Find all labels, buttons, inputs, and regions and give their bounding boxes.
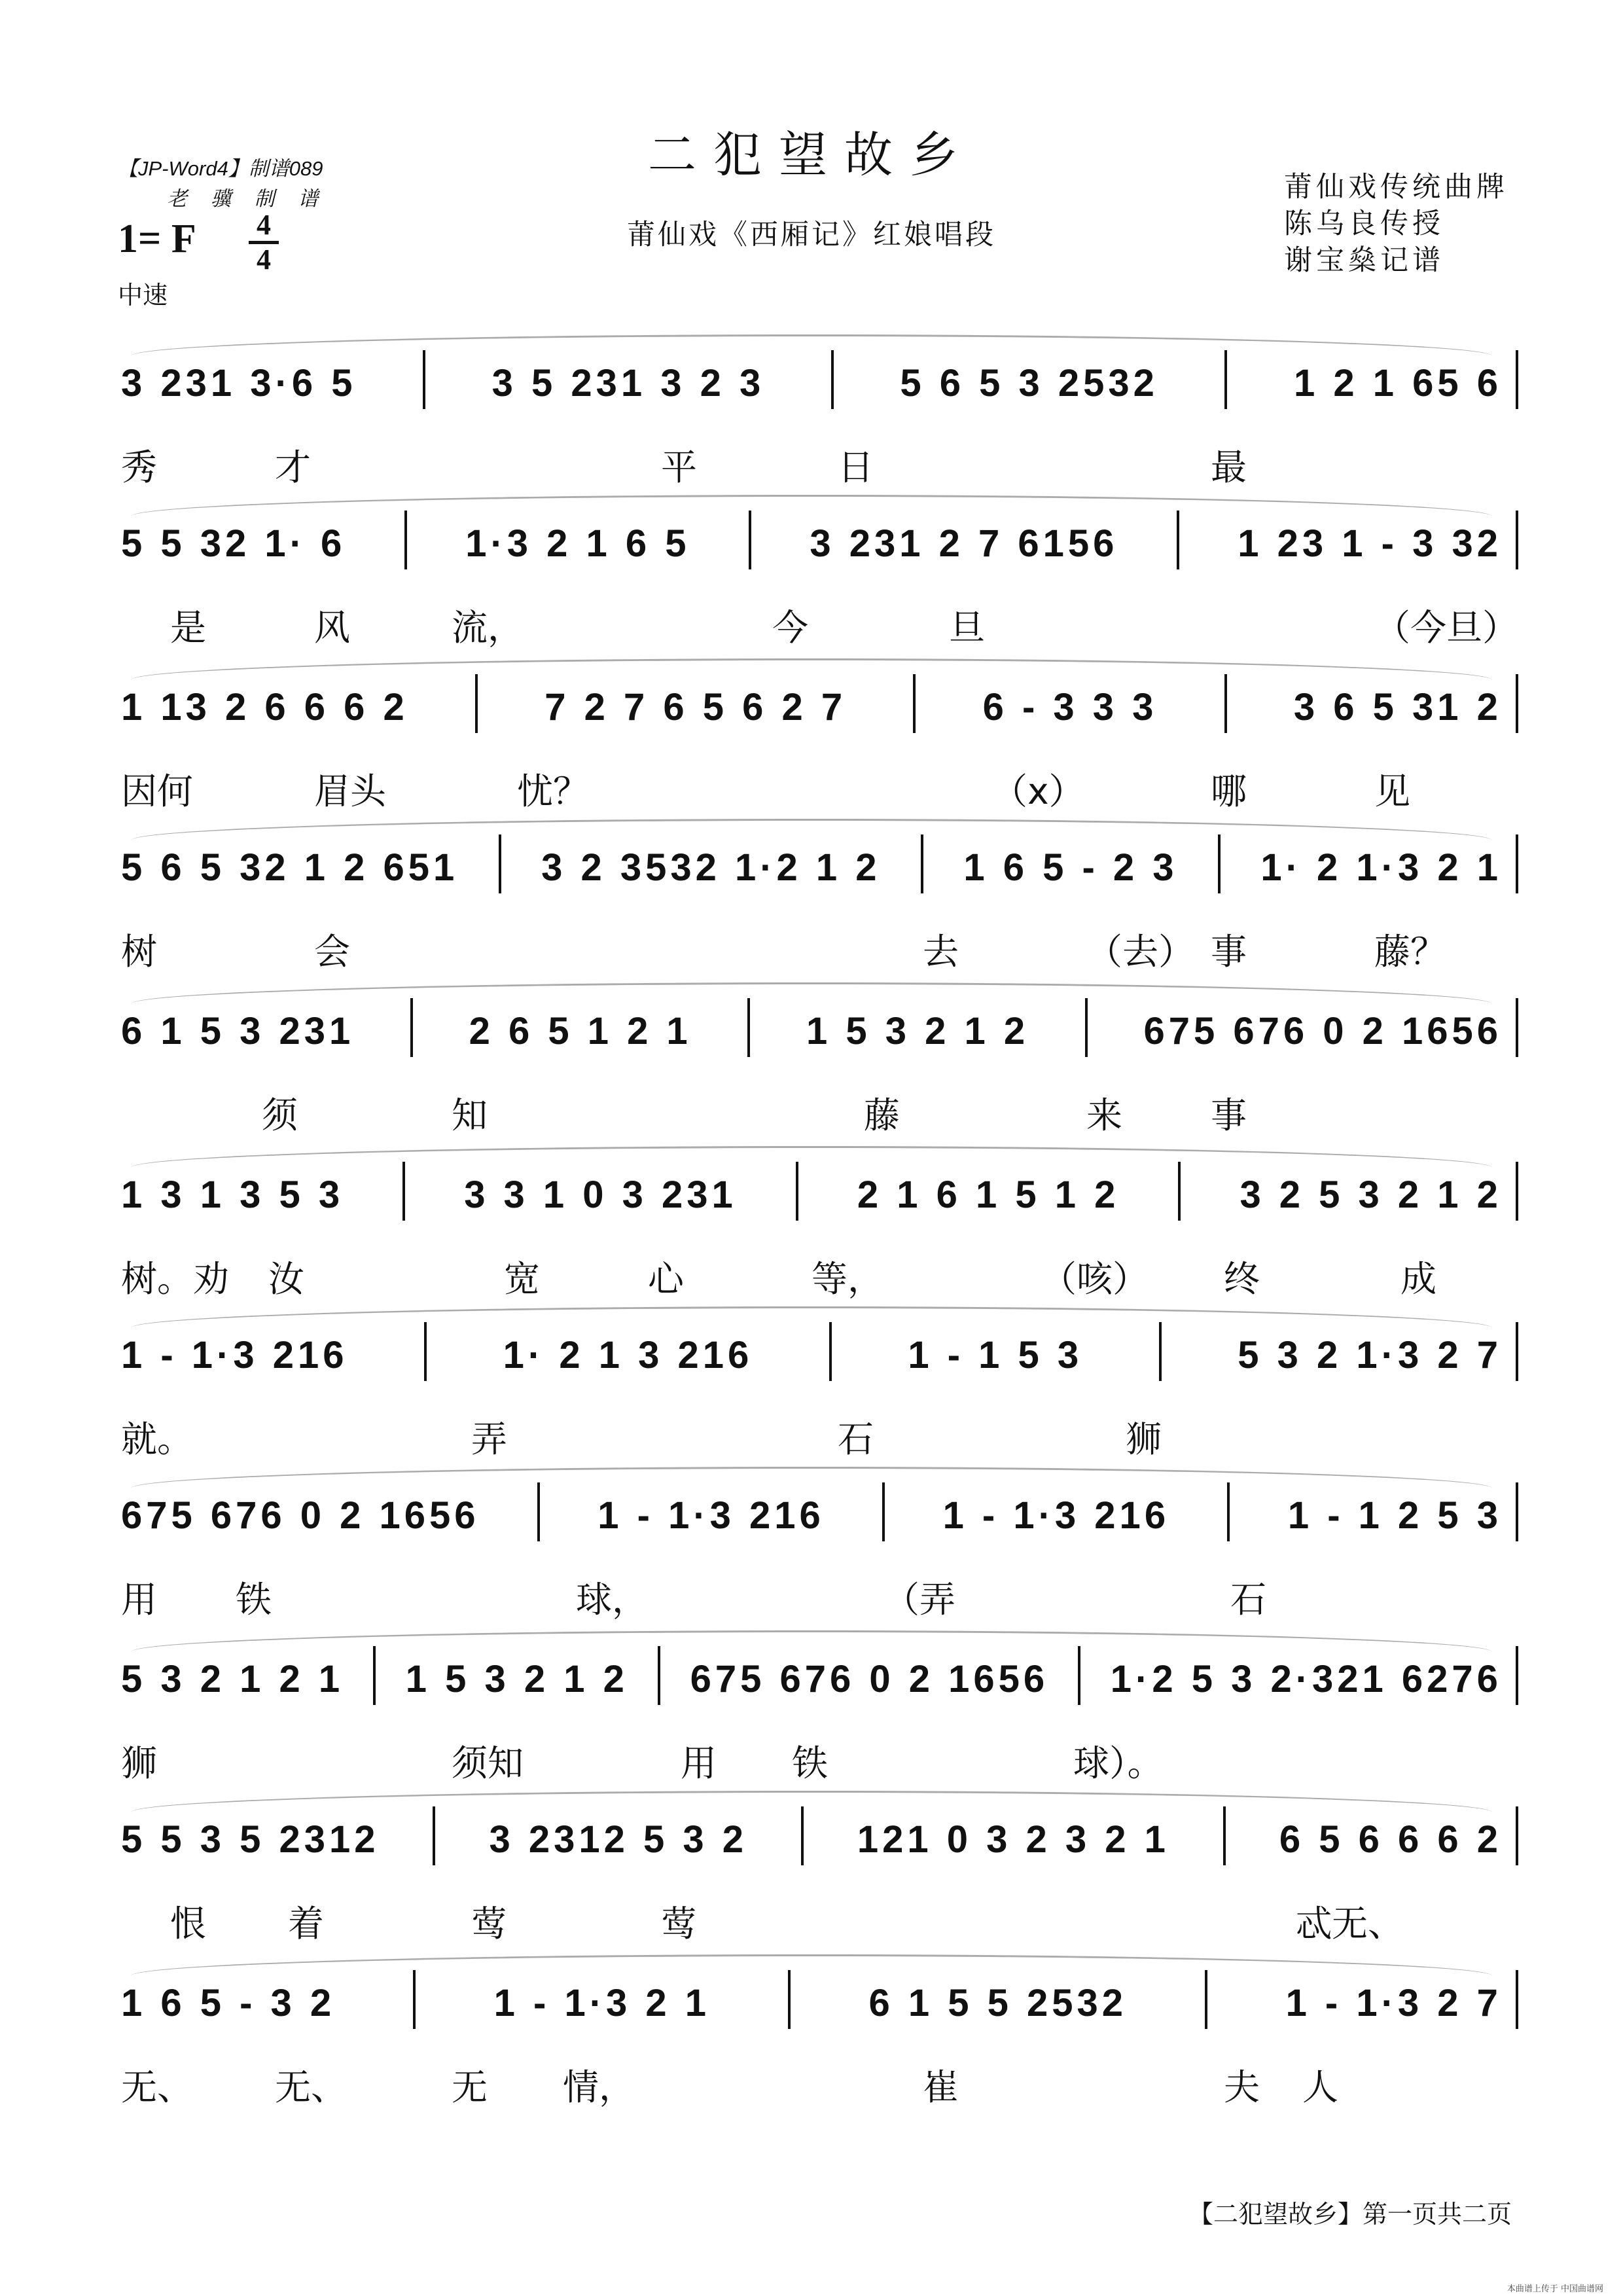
- lyric: 终: [1224, 1258, 1260, 1300]
- lyric: （弄: [883, 1579, 956, 1621]
- time-signature: [249, 211, 279, 274]
- notation-line: [121, 1005, 1502, 1057]
- lyric: 知: [452, 1094, 488, 1136]
- measure: 1 - 1·3 2 1: [493, 1981, 711, 2024]
- lyric: 才: [275, 446, 312, 488]
- barline: [1178, 1162, 1181, 1221]
- lyric: 球，: [576, 1579, 649, 1621]
- measure: 3 5 231 3 2 3: [491, 361, 765, 404]
- barline: [788, 1970, 791, 2029]
- lyric-line: [0, 923, 1623, 973]
- lyric: 恨: [170, 1903, 207, 1945]
- measure: 5 3 2 1·3 2 7: [1238, 1333, 1502, 1376]
- lyric: 藤？: [1374, 931, 1447, 973]
- lyric: 狮: [1126, 1418, 1162, 1460]
- end-barline: [1516, 350, 1518, 409]
- barline: [1224, 674, 1227, 733]
- page-title: 二犯望故乡: [648, 127, 975, 183]
- maker-name: 老 骥 制 谱: [167, 187, 328, 210]
- lyric-line: [0, 599, 1623, 649]
- lyric: 忒无、: [1296, 1903, 1404, 1945]
- barline: [537, 1482, 540, 1541]
- lyric: （咳）: [1041, 1258, 1149, 1300]
- barline: [747, 998, 750, 1057]
- measure: 1 - 1·3 216: [942, 1494, 1170, 1537]
- barline: [413, 1970, 416, 2029]
- lyric: 夫: [1224, 2066, 1260, 2108]
- lyric-line: [0, 1571, 1623, 1621]
- lyric: 须: [262, 1094, 298, 1136]
- measure: 5 6 5 32 1 2 651: [121, 846, 459, 889]
- lyric: 会: [314, 931, 351, 973]
- slur: [131, 334, 1492, 356]
- barline: [1218, 834, 1221, 893]
- lyric: 平: [661, 446, 698, 488]
- measure: 1 5 3 2 1 2: [806, 1009, 1029, 1052]
- lyric: 日: [838, 446, 874, 488]
- lyric: 因何: [121, 770, 194, 812]
- lyric: 来: [1086, 1094, 1123, 1136]
- lyric: 成: [1400, 1258, 1437, 1300]
- lyric-line: [0, 1895, 1623, 1945]
- lyric: 是: [170, 607, 207, 649]
- lyric: 用: [121, 1579, 158, 1621]
- lyric: 崔: [923, 2066, 959, 2108]
- measure: 1·2 5 3 2·321 6276: [1110, 1657, 1502, 1700]
- lyric: 流，: [452, 607, 524, 649]
- barline: [402, 1162, 405, 1221]
- notation-line: [121, 1977, 1502, 2029]
- end-barline: [1516, 834, 1518, 893]
- end-barline: [1516, 674, 1518, 733]
- lyric: 情，: [563, 2066, 635, 2108]
- key-signature: 1= F: [118, 217, 196, 261]
- lyric-line: [0, 1250, 1623, 1300]
- barline: [1227, 1482, 1230, 1541]
- measure: 6 1 5 5 2532: [868, 1981, 1128, 2024]
- measure: 675 676 0 2 1656: [121, 1494, 480, 1537]
- lyric: 去: [923, 931, 959, 973]
- measure: 675 676 0 2 1656: [1143, 1009, 1502, 1052]
- lyric: 铁: [792, 1742, 829, 1784]
- lyric: 球）。: [1073, 1742, 1164, 1784]
- measure: 1 13 2 6 6 6 2: [121, 685, 408, 728]
- lyric: 最: [1211, 446, 1247, 488]
- slur: [131, 1467, 1492, 1488]
- slur: [131, 1791, 1492, 1812]
- notation-line: [121, 517, 1502, 569]
- notation-line: [121, 1489, 1502, 1541]
- barline: [373, 1646, 376, 1705]
- measure: 1·3 2 1 6 5: [465, 522, 690, 565]
- notation-line: [121, 1329, 1502, 1381]
- lyric: 石: [1230, 1579, 1267, 1621]
- notation-line: [121, 357, 1502, 409]
- credits: [1284, 169, 1508, 279]
- barline: [796, 1162, 798, 1221]
- lyric: （去）: [1086, 931, 1195, 973]
- lyric-line: [0, 1410, 1623, 1460]
- measure: 3 6 5 31 2: [1293, 685, 1502, 728]
- barline: [475, 674, 478, 733]
- lyric: （今旦）: [1374, 607, 1519, 649]
- lyric: 无、: [275, 2066, 348, 2108]
- barline: [829, 1322, 832, 1381]
- measure: 1· 2 1 3 216: [503, 1333, 753, 1376]
- measure: 1 - 1·3 216: [597, 1494, 825, 1537]
- slur: [131, 1954, 1492, 1976]
- barline: [801, 1806, 804, 1865]
- end-barline: [1516, 1646, 1518, 1705]
- lyric: 狮: [121, 1742, 158, 1784]
- measure: 6 5 6 6 6 2: [1279, 1818, 1502, 1861]
- measure: 3 2312 5 3 2: [489, 1818, 747, 1861]
- lyric: 风: [314, 607, 351, 649]
- slur: [131, 982, 1492, 1004]
- barline: [424, 1322, 427, 1381]
- measure: 5 5 32 1· 6: [121, 522, 346, 565]
- barline: [921, 834, 923, 893]
- barline: [423, 350, 425, 409]
- barline: [658, 1646, 660, 1705]
- slur: [131, 495, 1492, 516]
- measure: 6 1 5 3 231: [121, 1009, 355, 1052]
- lyric: 着: [288, 1903, 325, 1945]
- lyric-line: [0, 1086, 1623, 1136]
- notation-line: [121, 1168, 1502, 1221]
- measure: 6 - 3 3 3: [982, 685, 1158, 728]
- end-barline: [1516, 1482, 1518, 1541]
- measure: 1 - 1 2 5 3: [1287, 1494, 1502, 1537]
- maker-note: 【JP-Word4】制谱089: [118, 157, 323, 180]
- lyric: 秀: [121, 446, 158, 488]
- measure: 121 0 3 2 3 2 1: [857, 1818, 1169, 1861]
- lyric: 心: [648, 1258, 685, 1300]
- lyric: 就。: [121, 1418, 194, 1460]
- lyric: 无、: [121, 2066, 194, 2108]
- measure: 2 6 5 1 2 1: [469, 1009, 692, 1052]
- lyric: 见: [1374, 770, 1411, 812]
- measure: 2 1 6 1 5 1 2: [857, 1173, 1120, 1216]
- slur: [131, 1146, 1492, 1168]
- slur: [131, 819, 1492, 840]
- barline: [1205, 1970, 1207, 2029]
- lyric: 树: [121, 931, 158, 973]
- lyric: 人: [1302, 2066, 1339, 2108]
- end-barline: [1516, 1806, 1518, 1865]
- end-barline: [1516, 1970, 1518, 2029]
- lyric: 哪: [1211, 770, 1247, 812]
- end-barline: [1516, 998, 1518, 1057]
- lyric: 树。劝: [121, 1258, 230, 1300]
- lyric-line: [0, 439, 1623, 488]
- notation-line: [121, 841, 1502, 893]
- barline: [749, 511, 751, 569]
- lyric-line: [0, 762, 1623, 812]
- measure: 5 3 2 1 2 1: [121, 1657, 344, 1700]
- measure: 675 676 0 2 1656: [690, 1657, 1049, 1700]
- lyric-line: [0, 1734, 1623, 1784]
- slur: [131, 1306, 1492, 1328]
- time-signature-top: 4: [257, 209, 271, 241]
- measure: 3 231 2 7 6156: [810, 522, 1118, 565]
- measure: 3 3 1 0 3 231: [464, 1173, 737, 1216]
- measure: 3 231 3·6 5: [121, 361, 357, 404]
- measure: 1 3 1 3 5 3: [121, 1173, 344, 1216]
- notation-line: [121, 1653, 1502, 1705]
- lyric: 忧？: [517, 770, 590, 812]
- barline: [1078, 1646, 1080, 1705]
- lyric: 须知: [452, 1742, 524, 1784]
- lyric: 无: [452, 2066, 488, 2108]
- measure: 1 - 1·3 216: [121, 1333, 348, 1376]
- measure: 1 6 5 - 3 2: [121, 1981, 336, 2024]
- slur: [131, 658, 1492, 680]
- watermark: 本曲谱上传于 中国曲谱网: [1507, 2284, 1603, 2294]
- lyric-line: [0, 2058, 1623, 2108]
- end-barline: [1516, 1322, 1518, 1381]
- tempo-marking: 中速: [118, 282, 168, 310]
- barline: [410, 998, 413, 1057]
- measure: 1 6 5 - 2 3: [963, 846, 1178, 889]
- measure: 1· 2 1·3 2 1: [1260, 846, 1502, 889]
- measure: 7 2 7 6 5 6 2 7: [544, 685, 847, 728]
- notation-line: [121, 1813, 1502, 1865]
- notation-line: [121, 681, 1502, 733]
- lyric: （x）: [991, 770, 1085, 812]
- measure: 3 2 3532 1·2 1 2: [541, 846, 881, 889]
- lyric: 今: [772, 607, 809, 649]
- measure: 5 5 3 5 2312: [121, 1818, 380, 1861]
- lyric: 用: [681, 1742, 717, 1784]
- barline: [882, 1482, 885, 1541]
- end-barline: [1516, 1162, 1518, 1221]
- lyric: 藤: [864, 1094, 901, 1136]
- slur: [131, 1630, 1492, 1652]
- barline: [831, 350, 834, 409]
- barline: [499, 834, 501, 893]
- measure: 1 5 3 2 1 2: [405, 1657, 628, 1700]
- credit-line: 谢宝燊记谱: [1284, 244, 1444, 277]
- lyric: 眉头: [314, 770, 387, 812]
- barline: [1223, 1806, 1226, 1865]
- lyric: 莺: [661, 1903, 698, 1945]
- lyric: 弄: [471, 1418, 508, 1460]
- measure: 1 23 1 - 3 32: [1238, 522, 1502, 565]
- subtitle: 莆仙戏《西厢记》红娘唱段: [627, 219, 996, 251]
- measure: 1 - 1·3 2 7: [1285, 1981, 1502, 2024]
- lyric: 等，: [812, 1258, 884, 1300]
- lyric: 汝: [268, 1258, 305, 1300]
- page-footer: 【二犯望故乡】第一页共二页: [1188, 2200, 1512, 2229]
- credit-line: 莆仙戏传统曲牌: [1284, 171, 1508, 204]
- barline: [913, 674, 916, 733]
- end-barline: [1516, 511, 1518, 569]
- barline: [1085, 998, 1088, 1057]
- lyric: 石: [838, 1418, 874, 1460]
- barline: [433, 1806, 435, 1865]
- measure: 5 6 5 3 2532: [900, 361, 1158, 404]
- lyric: 莺: [471, 1903, 508, 1945]
- lyric: 铁: [236, 1579, 272, 1621]
- lyric: 事: [1211, 1094, 1247, 1136]
- lyric: 旦: [949, 607, 986, 649]
- measure: 3 2 5 3 2 1 2: [1240, 1173, 1502, 1216]
- lyric: 宽: [504, 1258, 541, 1300]
- lyric: 事: [1211, 931, 1247, 973]
- time-signature-bottom: 4: [257, 243, 271, 276]
- barline: [1224, 350, 1227, 409]
- measure: 1 - 1 5 3: [908, 1333, 1083, 1376]
- measure: 1 2 1 65 6: [1294, 361, 1502, 404]
- barline: [1159, 1322, 1162, 1381]
- barline: [1177, 511, 1179, 569]
- barline: [404, 511, 407, 569]
- credit-line: 陈乌良传授: [1284, 207, 1444, 240]
